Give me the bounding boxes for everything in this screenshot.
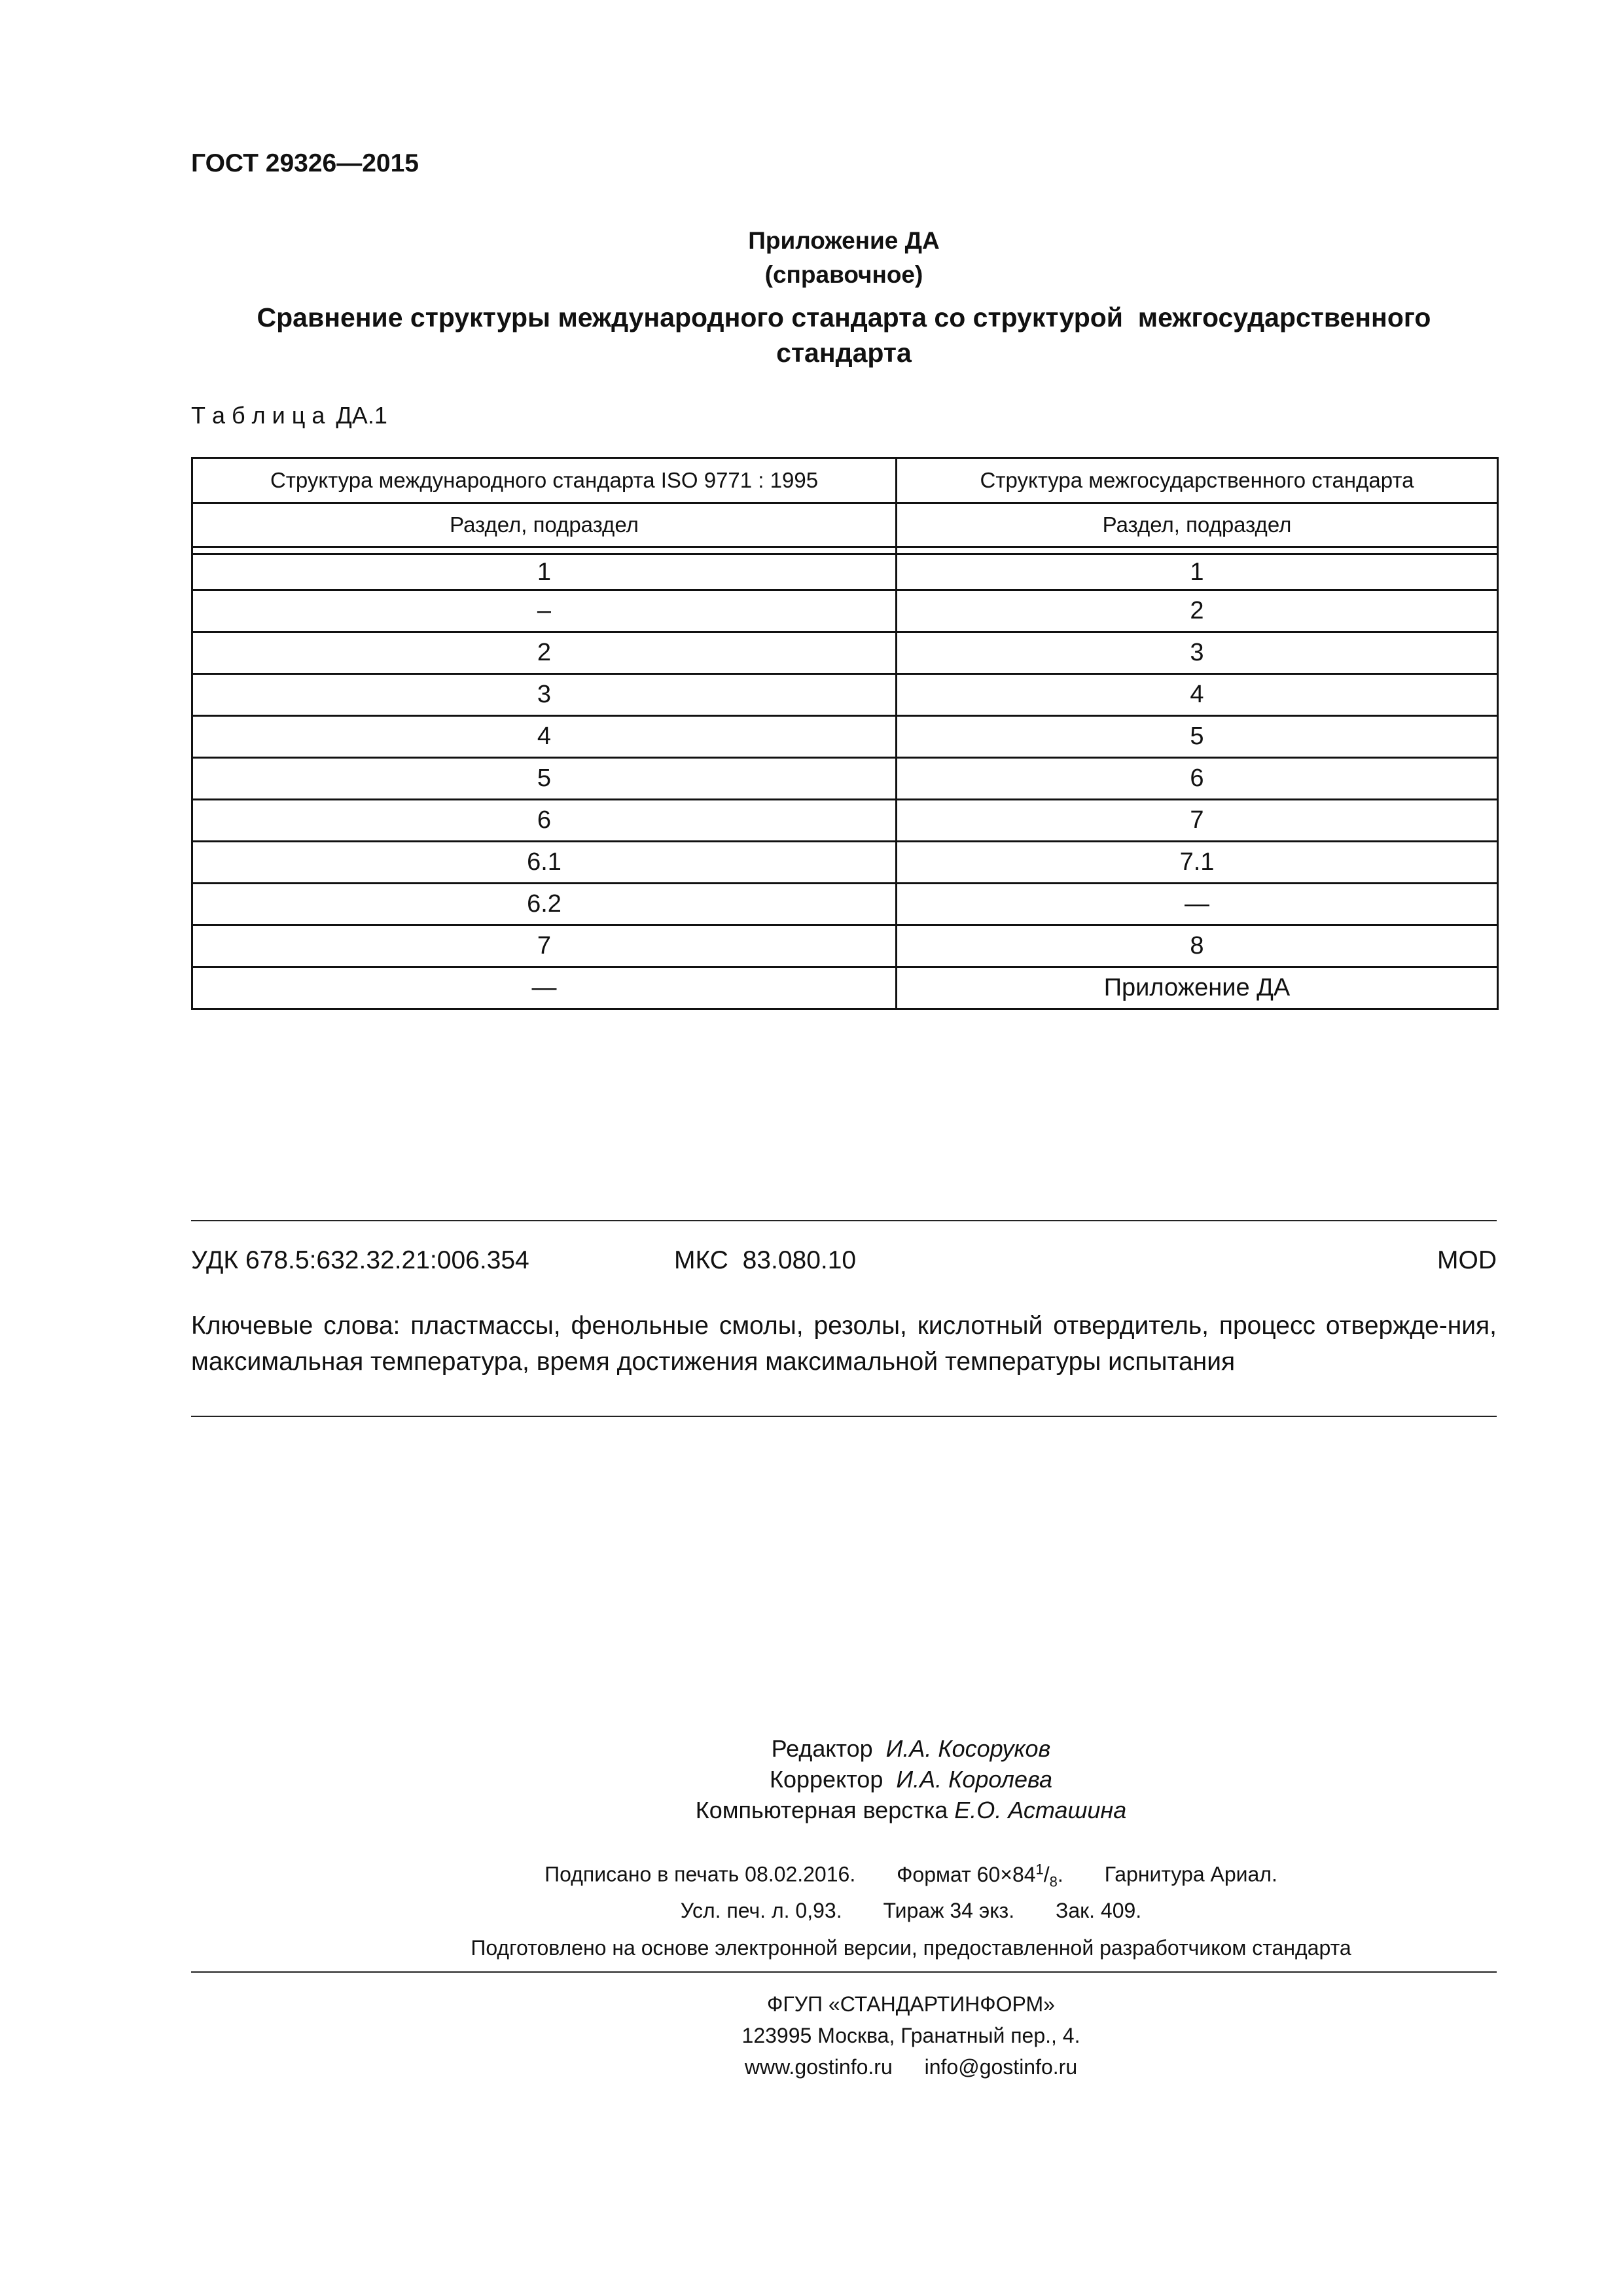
corrector-name: И.А. Королева: [896, 1766, 1052, 1793]
mod-designation: MOD: [1437, 1246, 1497, 1274]
table-cell: 4: [192, 716, 897, 758]
comparison-table: [191, 457, 1499, 1010]
table-row: [192, 967, 1498, 1009]
annex-heading: [191, 300, 1497, 370]
prepared-note: Подготовлено на основе электронной версии, предоставленной разработчиком стандарта: [471, 1936, 1351, 1960]
annex-title-block: [191, 224, 1497, 292]
table-label-word: Т а б л и ц а: [191, 402, 325, 429]
annex-heading-line2: стандарта: [776, 338, 912, 368]
table-row: [192, 632, 1498, 674]
annex-title: Приложение ДА: [748, 227, 940, 254]
publisher-block: [191, 1988, 1565, 2083]
table-row: [192, 590, 1498, 632]
table-cell: 3: [192, 674, 897, 716]
table-cell: 1: [897, 554, 1498, 590]
table-cell: 7: [897, 800, 1498, 842]
table-cell: 5: [192, 758, 897, 800]
table-cell: Приложение ДА: [897, 967, 1498, 1009]
signed-date: Подписано в печать 08.02.2016.: [544, 1862, 856, 1886]
column-header: Структура межгосударственного стандарта: [897, 458, 1498, 503]
publisher-email[interactable]: info@gostinfo.ru: [924, 2055, 1078, 2079]
annex-heading-line1: Сравнение структуры международного стандарта со структурой межгосударственного: [257, 302, 1431, 332]
table-cell: 8: [897, 925, 1498, 967]
table-header-separator: [192, 547, 1498, 554]
table-cell: 6: [897, 758, 1498, 800]
column-subheader: Раздел, подраздел: [192, 503, 897, 547]
table-cell: 4: [897, 674, 1498, 716]
editor-name: И.А. Косоруков: [885, 1735, 1051, 1762]
table-cell: 2: [897, 590, 1498, 632]
table-cell: 1: [192, 554, 897, 590]
editor-line: [191, 1733, 1565, 1764]
annex-status: (справочное): [764, 261, 923, 288]
publisher-website[interactable]: www.gostinfo.ru: [744, 2055, 893, 2079]
table-row: [192, 884, 1498, 925]
table-cell: 7: [192, 925, 897, 967]
font-info: Гарнитура Ариал.: [1104, 1862, 1277, 1886]
table-row: [192, 716, 1498, 758]
layout-role: Компьютерная верстка: [695, 1797, 948, 1823]
print-info: [191, 1855, 1565, 1925]
table-cell: 6.1: [192, 842, 897, 884]
table-cell: –: [192, 590, 897, 632]
layout-name: Е.О. Асташина: [954, 1797, 1127, 1823]
table-row: [192, 842, 1498, 884]
standard-code: ГОСТ 29326—2015: [191, 149, 419, 177]
layout-line: [191, 1795, 1565, 1825]
run-info: Тираж 34 экз.: [883, 1899, 1015, 1923]
publisher-name: ФГУП «СТАНДАРТИНФОРМ»: [767, 1992, 1055, 2016]
table-row: [192, 758, 1498, 800]
divider-top: [191, 1220, 1497, 1221]
credits-block: [191, 1733, 1565, 1825]
publisher-address: 123995 Москва, Гранатный пер., 4.: [741, 2024, 1080, 2047]
sheets-info: Усл. печ. л. 0,93.: [680, 1899, 842, 1923]
order-info: Зак. 409.: [1056, 1899, 1142, 1923]
table-cell: 2: [192, 632, 897, 674]
table-cell: 5: [897, 716, 1498, 758]
divider-keywords: [191, 1416, 1497, 1417]
print-line-1: [191, 1855, 1565, 1896]
divider-bottom: [191, 1971, 1497, 1973]
table-cell: —: [192, 967, 897, 1009]
table-row: [192, 925, 1498, 967]
table-row: [192, 674, 1498, 716]
corrector-line: [191, 1764, 1565, 1795]
table-cell: —: [897, 884, 1498, 925]
table-subheader-row: [192, 503, 1498, 547]
column-header: Структура международного стандарта ISO 9771 : 1995: [192, 458, 897, 503]
table-cell: 6: [192, 800, 897, 842]
print-line-2: [191, 1896, 1565, 1925]
mks-code: МКС 83.080.10: [674, 1246, 857, 1274]
table-cell: 3: [897, 632, 1498, 674]
format-info: Формат $60\times 84^1/_8$.: [897, 1861, 1063, 1890]
table-row: [192, 800, 1498, 842]
table-cell: 6.2: [192, 884, 897, 925]
table-row: [192, 554, 1498, 590]
editor-role: Редактор: [771, 1735, 873, 1762]
table-cell: 7.1: [897, 842, 1498, 884]
column-subheader: Раздел, подраздел: [897, 503, 1498, 547]
table-label-number: ДА.1: [336, 402, 387, 429]
table-header-row: [192, 458, 1498, 503]
table-label: [191, 402, 387, 429]
corrector-role: Корректор: [770, 1766, 883, 1793]
publisher-contacts: [191, 2051, 1565, 2083]
udc-code: УДК 678.5:632.32.21:006.354: [191, 1246, 529, 1274]
keywords: Ключевые слова: пластмассы, фенольные смолы, резолы, кислотный отвердитель, процесс отвержде-ния, максимальная температура, время достижения максимальной температуры испытания: [191, 1312, 1497, 1376]
